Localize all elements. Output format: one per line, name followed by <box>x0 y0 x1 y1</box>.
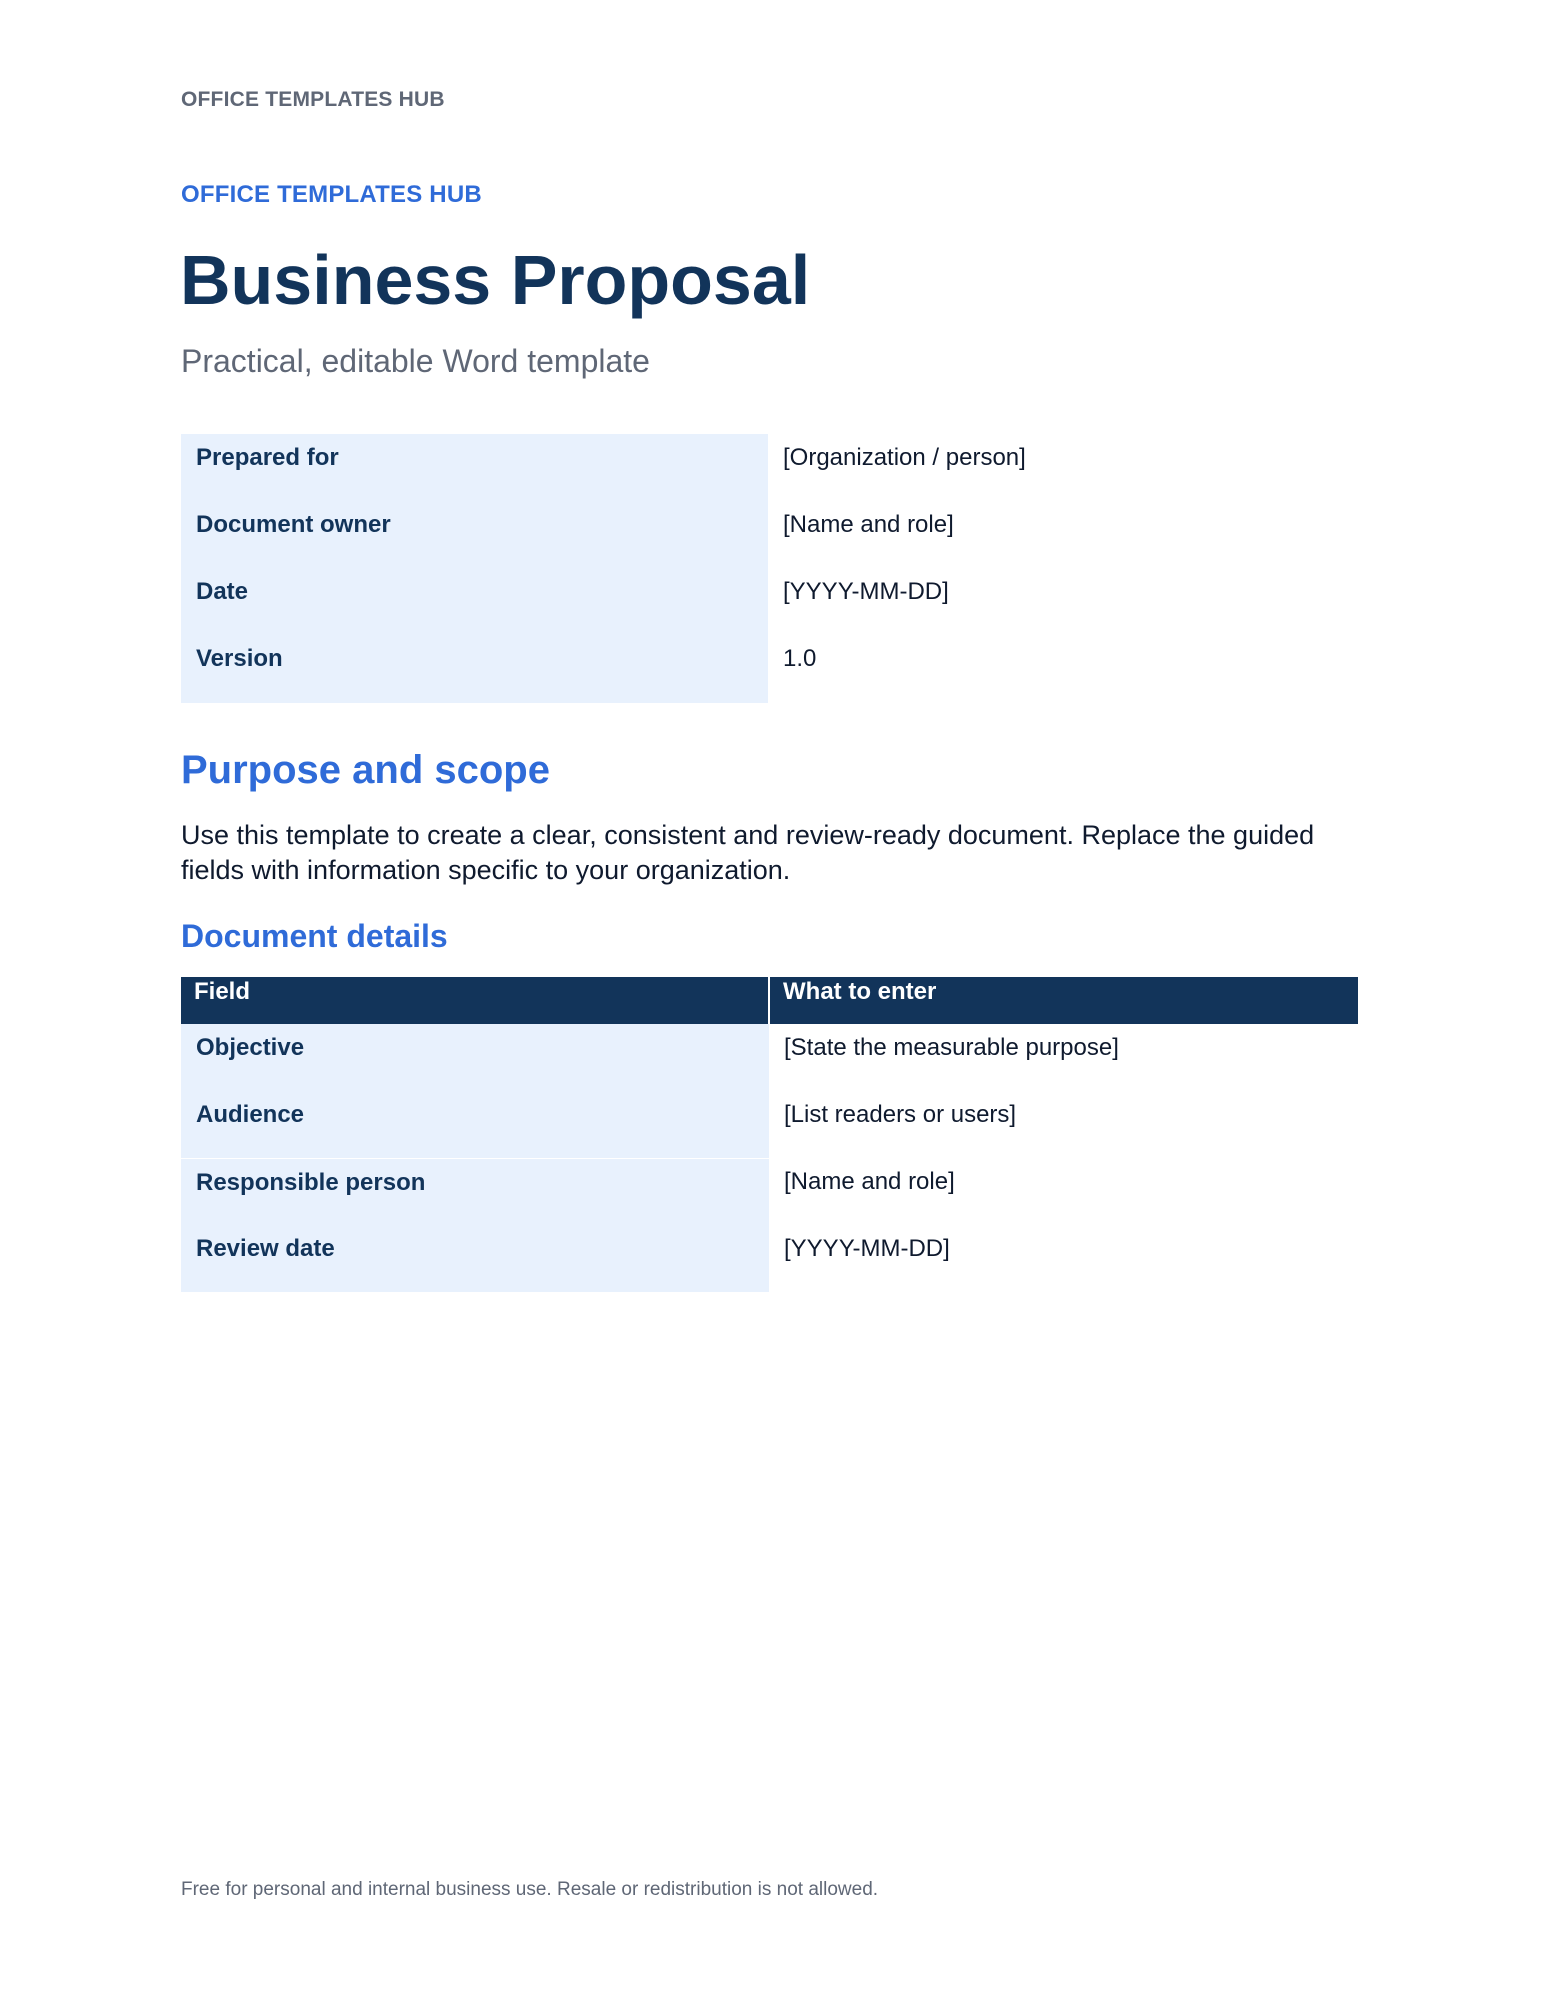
meta-value: [Name and role] <box>783 511 954 538</box>
table-row <box>181 1091 1358 1158</box>
meta-row-prepared-for <box>181 434 1356 501</box>
document-title: Business Proposal <box>180 241 811 319</box>
meta-value: 1.0 <box>783 645 817 672</box>
value-cell: [Name and role] <box>784 1168 955 1195</box>
column-header-what-to-enter: What to enter <box>769 977 1358 1024</box>
field-cell: Objective <box>181 1024 769 1091</box>
page-header: OFFICE TEMPLATES HUB <box>181 88 445 111</box>
purpose-heading: Purpose and scope <box>181 748 550 792</box>
purpose-paragraph: Use this template to create a clear, consistent and review-ready document. Replace the guided fields with information specific to your organization. <box>181 820 1315 885</box>
meta-label: Version <box>181 635 768 703</box>
value-cell: [List readers or users] <box>784 1101 1017 1128</box>
field-cell: Review date <box>181 1225 769 1292</box>
meta-label: Document owner <box>181 501 768 568</box>
value-cell: [YYYY-MM-DD] <box>784 1235 950 1262</box>
meta-row-document-owner <box>181 501 1356 568</box>
meta-value: [Organization / person] <box>783 444 1026 471</box>
meta-row-date <box>181 568 1356 635</box>
meta-label: Prepared for <box>181 434 768 501</box>
column-header-field: Field <box>181 977 769 1024</box>
document-subtitle: Practical, editable Word template <box>181 343 650 379</box>
document-meta-table <box>181 434 1356 703</box>
table-row <box>181 1158 1358 1225</box>
document-details-table <box>181 977 1358 1292</box>
details-heading: Document details <box>181 918 448 954</box>
brand-label: OFFICE TEMPLATES HUB <box>181 181 482 208</box>
table-header-row <box>181 977 1358 1024</box>
field-cell: Audience <box>181 1091 769 1158</box>
meta-label: Date <box>181 568 768 635</box>
table-row <box>181 1024 1358 1091</box>
meta-value: [YYYY-MM-DD] <box>783 578 949 605</box>
table-row <box>181 1225 1358 1292</box>
page-footer: Free for personal and internal business use. Resale or redistribution is not allowed. <box>181 1879 879 1900</box>
value-cell: [State the measurable purpose] <box>784 1034 1119 1061</box>
meta-row-version <box>181 635 1356 703</box>
field-cell: Responsible person <box>181 1158 769 1225</box>
